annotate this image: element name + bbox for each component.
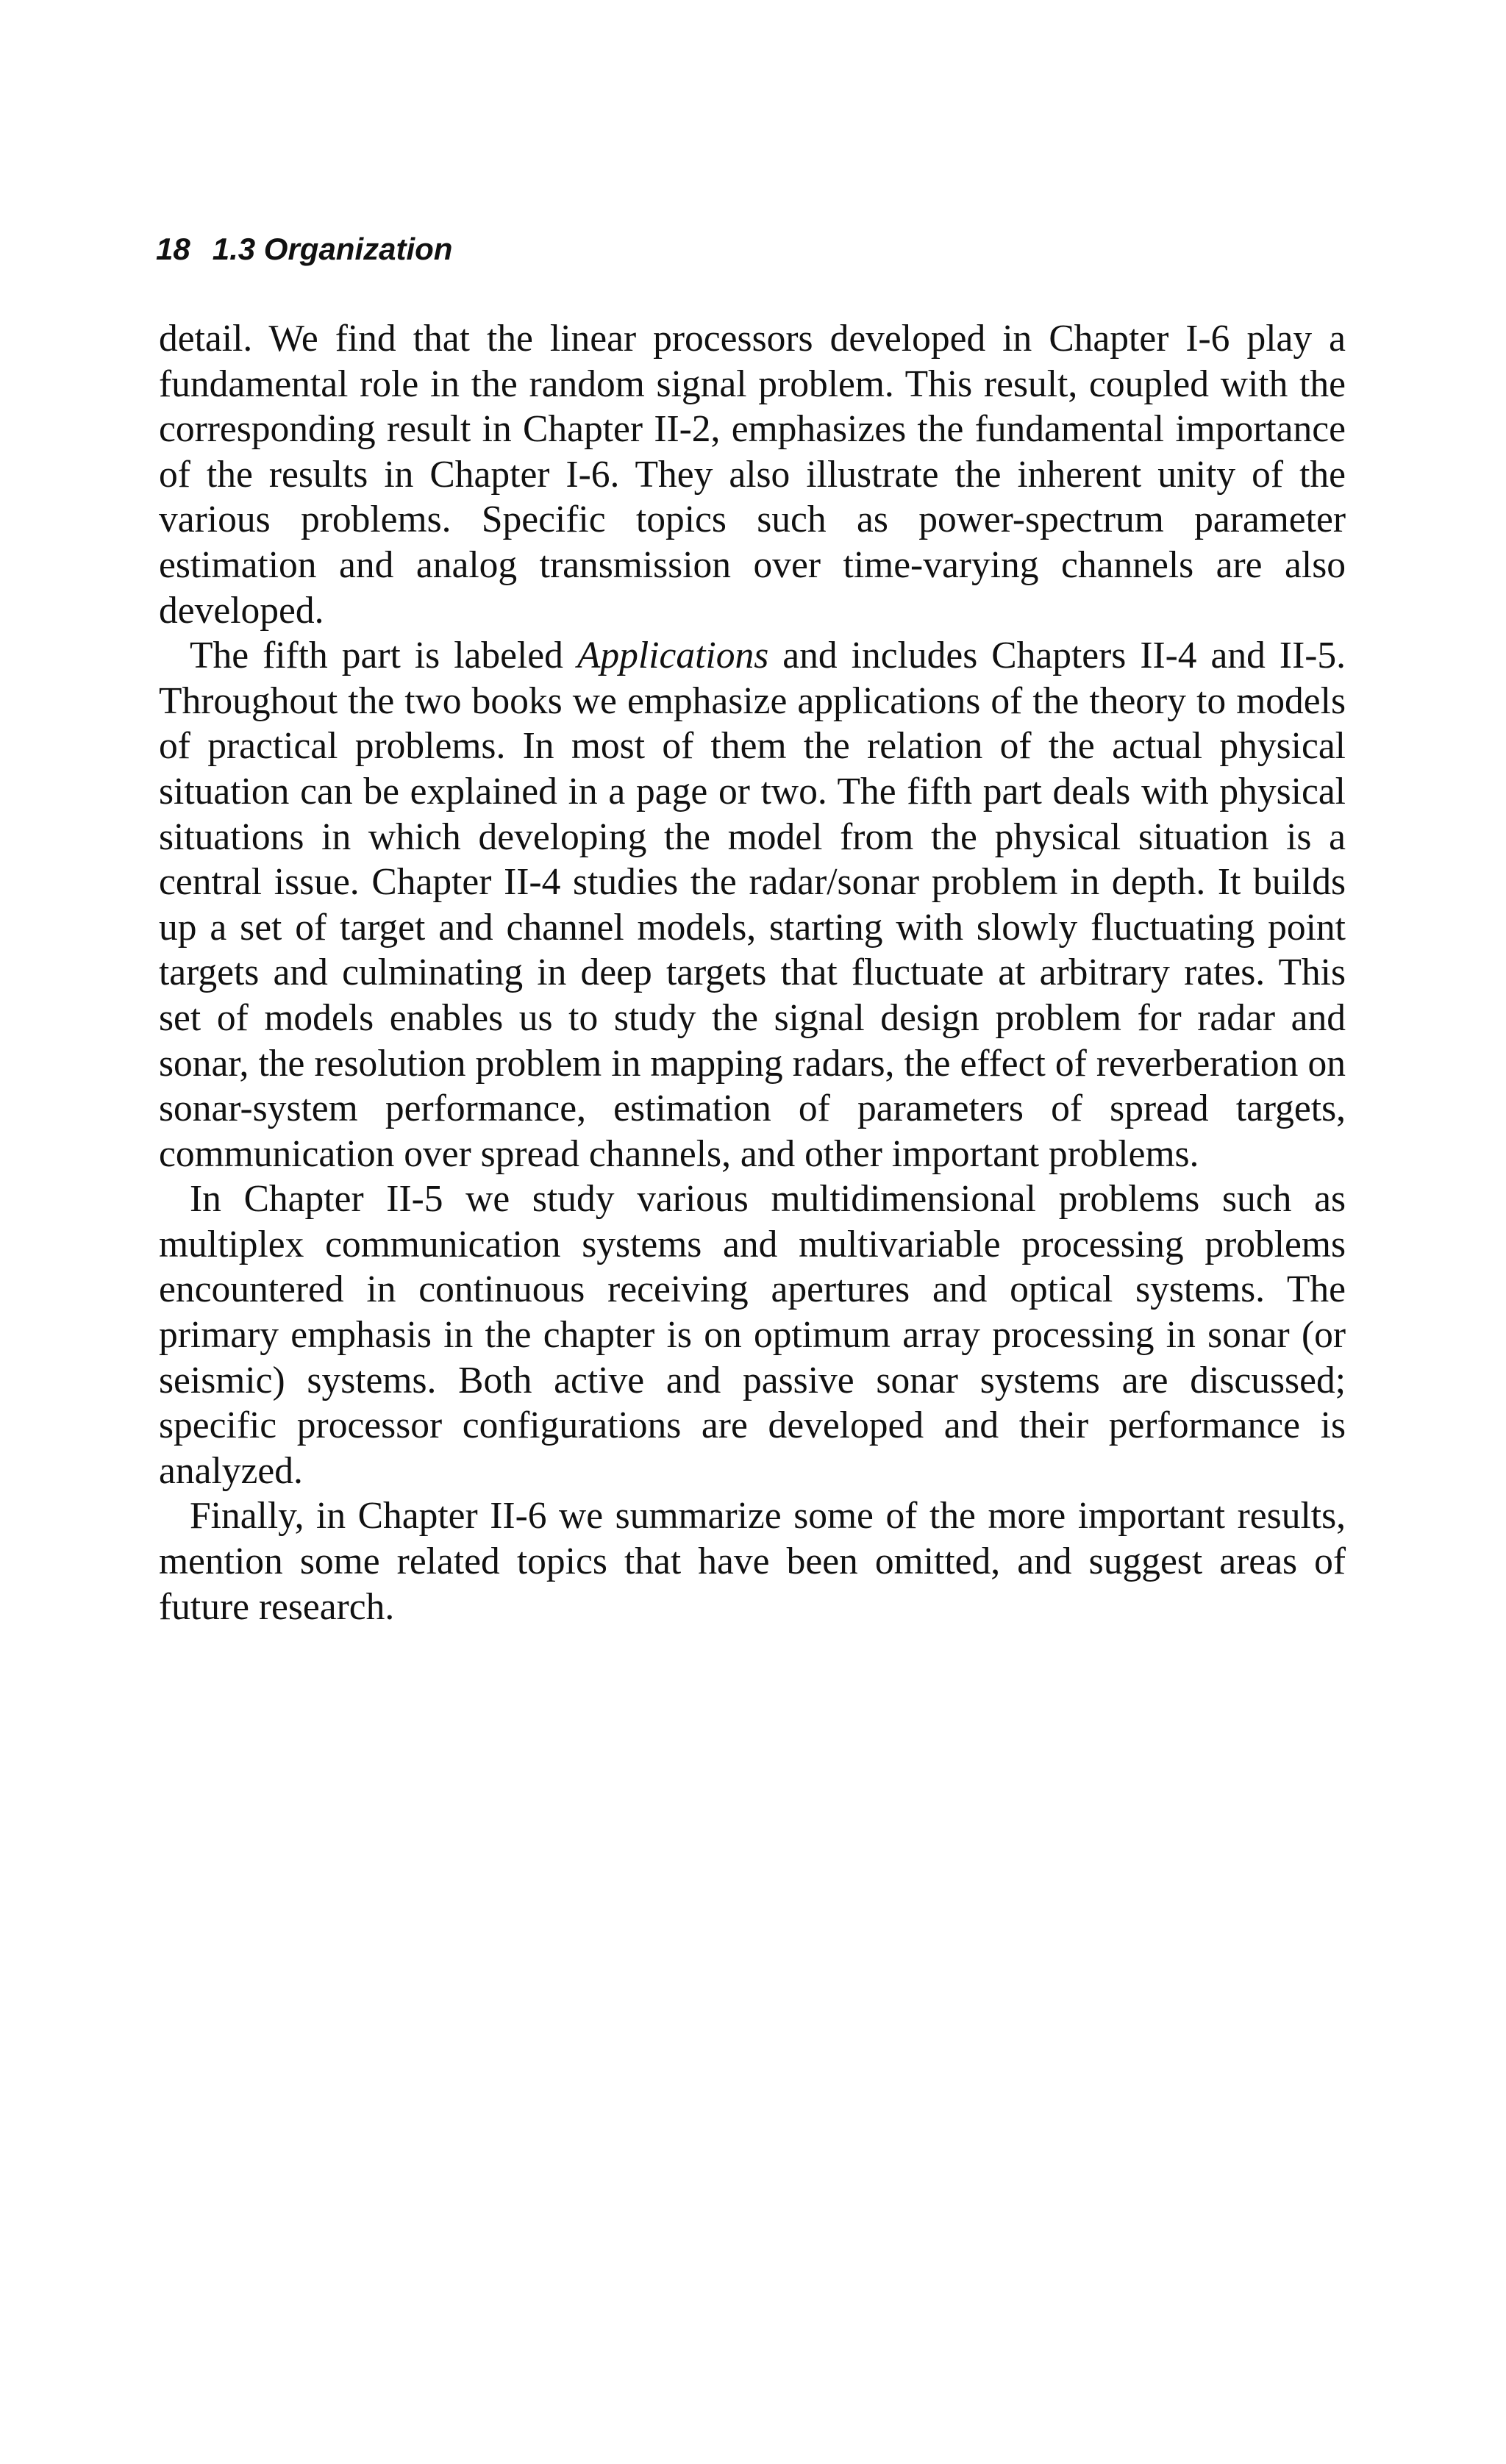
paragraph-chapter-ii-6: Finally, in Chapter II-6 we summarize some of the more important results, mention some related topics that have been omitted, and suggest areas of future research.	[159, 1495, 1346, 1628]
section-title: 1.3 Organization	[212, 232, 453, 266]
page-number: 18	[156, 232, 190, 266]
applications-emphasis: Applications	[577, 635, 769, 677]
paragraph-fifth-part-lead: The fifth part is labeled	[190, 635, 577, 677]
paragraph-fifth-part	[159, 633, 1346, 1176]
paragraph-chapter-ii-5: In Chapter II-5 we study various multidimensional problems such as multiplex communication systems and multivariable processing problems encountered in continuous receiving apertures and optical systems. The primary emphasis in the chapter is on optimum array processing in sonar (or seismic) systems. Both active and passive sonar systems are discussed; specific processor configurations are developed and their performance is analyzed.	[159, 1178, 1346, 1492]
running-head	[156, 234, 452, 265]
body-text	[159, 316, 1346, 1629]
paragraph-continuation: detail. We find that the linear processors developed in Chapter I-6 play a fundamental role in the random signal problem. This result, coupled with the corresponding result in Chapter II-2, emphasizes the fundamental importance of the results in Chapter I-6. They also illustrate the inherent unity of the various problems. Specific topics such as power-spectrum parameter estimation and analog transmission over time-varying channels are also developed.	[159, 318, 1346, 632]
paragraph-fifth-part-rest: and includes Chapters II-4 and II-5. Throughout the two books we emphasize applications of the theory to models of practical problems. In most of them the relation of the actual physical situation can be explained in a page or two. The fifth part deals with physical situations in which developing the model from the physical situation is a central issue. Chapter II-4 studies the radar/sonar problem in depth. It builds up a set of target and channel models, starting with slowly fluctuating point targets and culminating in deep targets that fluctuate at arbitrary rates. This set of models enables us to study the signal design problem for radar and sonar, the resolution problem in mapping radars, the effect of reverberation on sonar-system performance, estimation of parameters of spread targets, communication over spread channels, and other important problems.	[159, 635, 1346, 1175]
